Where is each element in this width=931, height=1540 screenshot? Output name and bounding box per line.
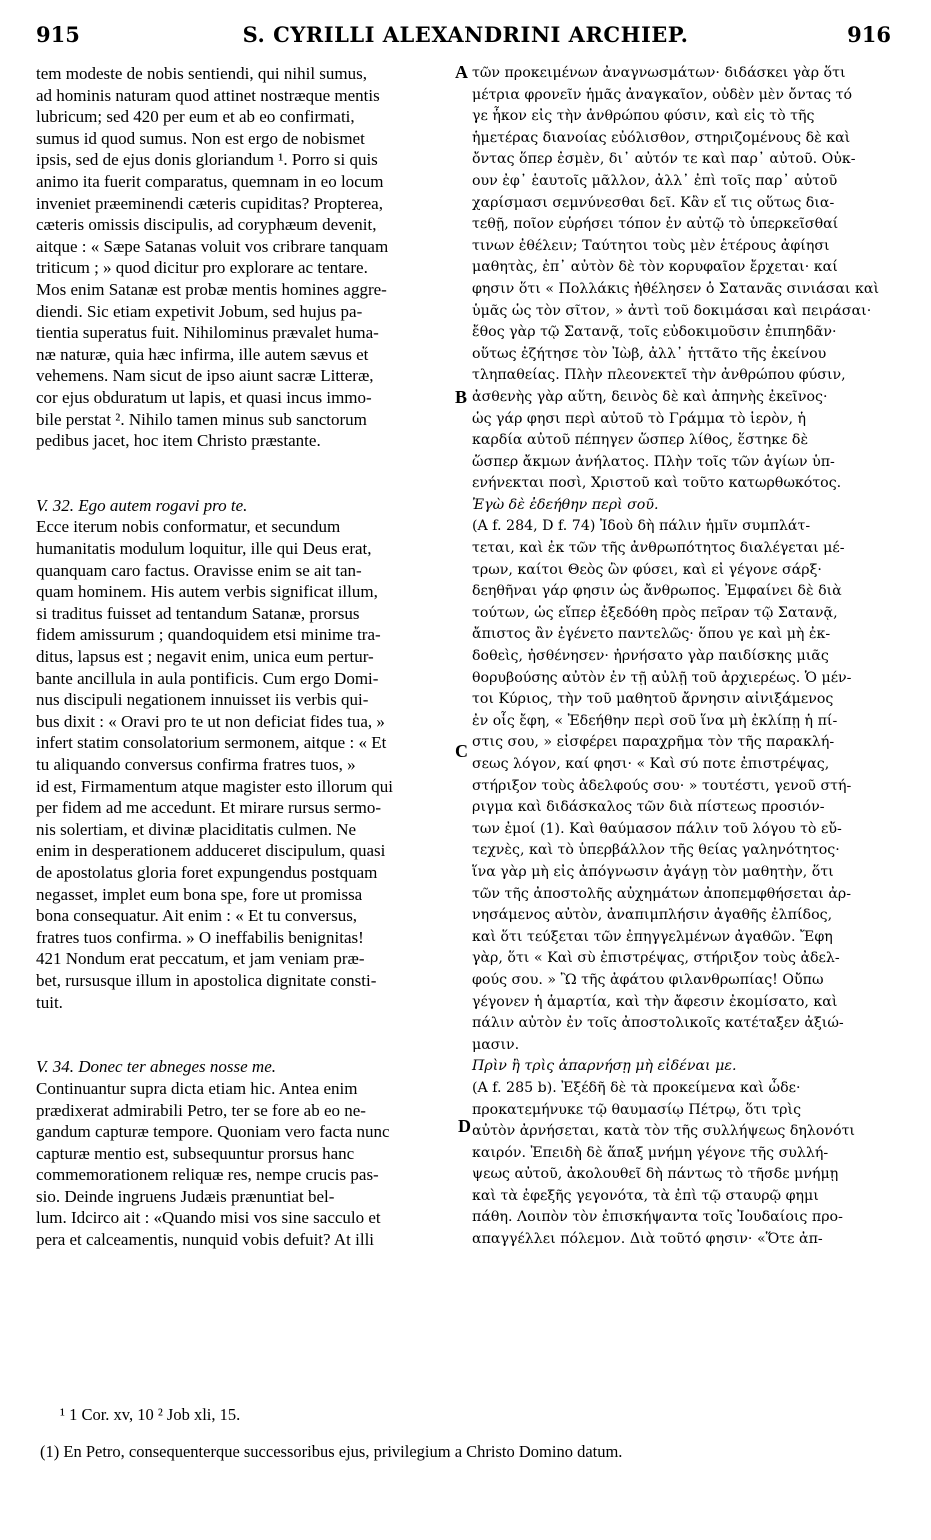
text-line: infert statim consolatorium sermonem, aitque : « Et [36,733,387,753]
text-line [36,1013,454,1035]
text-line: πάλιν αὐτὸν ἐν τοῖς ἀποστολικοῖς κατέταξεν ἀξιώ- [472,1015,844,1032]
text-line: animo ita fuerit comparatus, quemnam in eo locum [36,171,384,191]
text-line: bile perstat ². Nihilo tamen minus sub sanctorum [36,409,367,429]
text-line: τληπαθείας. Πλὴν πλεονεκτεῖ τὴν ἀνθρώπου φύσιν, [472,367,846,384]
text-line: καὶ ὅτι τεύξεται τῶν ἐπηγγελμένων ἀγαθῶν. Ἔφη [472,928,833,945]
text-line: τῶν τῆς ἀποστολῆς αὐχημάτων ἀποπεμφθήσεται ἀρ- [472,885,852,902]
text-line: μαθητὰς, ἐπ᾽ αὐτὸν δὲ τὸν κορυφαῖον ἔρχεται· καί [472,259,838,276]
text-line: ψεως αὐτοῦ, ἀκολουθεῖ δὴ πάντως τὸ τῆσδε μνήμῃ [472,1166,839,1183]
text-line: (A f. 285 b). Ἐξέδῆ δὲ τὰ προκείμενα καὶ ὧδε· [472,1079,801,1096]
text-line: tem modeste de nobis sentiendi, qui nihil sumus, [36,64,368,83]
text-line: tientia superatus fuit. Nihilominus prævalet huma- [36,323,379,343]
text-line: τεχνὲς, καὶ τὸ ὑπερβάλλον τῆς θείας γαληνότητος· [472,842,840,859]
text-line: δοθεὶς, ἠσθένησεν· ἠρνήσατο γὰρ παιδίσκης μιᾶς [472,648,829,665]
text-line: μέτρια φρονεῖν ἡμᾶς ἀναγκαῖον, οὐδὲν μὲν ὄντας τό [472,86,852,103]
text-line: tuit. [36,992,63,1012]
text-line: fidem amissurum ; quandoquidem etsi minime tra- [36,625,381,645]
text-line: θορυβούσης αὐτὸν ἐν τῇ αὐλῇ τοῦ ἀρχιερέως. Ὁ μέν- [472,669,852,686]
latin-column [36,63,454,1251]
text-line: nis solertiam, et divinæ placiditatis culmen. Ne [36,819,357,839]
text-line: næ naturæ, quia hæc infirma, ille autem sævus et [36,344,369,364]
text-line: ἡμετέρας διανοίας εὐόλισθον, στηριζομένους δὲ καὶ [472,129,851,146]
text-line: de apostolatus gloria foret expungendus postquam [36,862,378,882]
text-line: si traditus fuisset ad tentandum Satanæ, prorsus [36,603,360,623]
text-line: ἵνα γὰρ μὴ εἰς ἀπόγνωσιν ἀγάγῃ τὸν μαθητὴν, ὅτι [472,863,834,880]
text-line: V. 32. Ego autem rogavi pro te. [36,495,248,515]
text-line [36,473,454,495]
text-line: id est, Firmamentum atque magister esto illorum qui [36,776,393,796]
greek-column [472,63,890,1251]
text-line: τῶν προκειμένων ἀναγνωσμάτων· διδάσκει γὰρ ὅτι [472,65,846,81]
text-line: inveniet præeminendi cæteris cupiditas? Propterea, [36,193,383,213]
text-line: ἔθος γὰρ τῷ Σατανᾷ, τοῖς εὐδοκιμοῦσιν ἐπιπηδᾶν· [472,324,837,341]
editor-footnote: (1) En Petro, consequenterque successoribus ejus, privilegium a Christo Domino datum. [40,1442,623,1461]
text-line: cor ejus obduratum ut lapis, et quasi incus immo- [36,387,372,407]
text-line: quanquam caro factus. Oravisse enim se ait tan- [36,560,362,580]
running-title: S. CYRILLI ALEXANDRINI ARCHIEP. [242,22,689,47]
text-line: Continuantur supra dicta etiam hic. Antea enim [36,1078,358,1098]
text-line: pedibus jacet, hoc item Christo præstante. [36,431,321,451]
text-line: 421 Nondum erat peccatum, et jam veniam præ- [36,949,365,969]
text-line: ditus, lapsus est ; negavit enim, unica eum pertur- [36,647,374,667]
text-line: (A f. 284, D f. 74) Ἰδοὺ δὴ πάλιν ἡμῖν συμπλάτ- [472,518,811,535]
text-line: ριγμα καὶ διδάσκαλος τῶν διὰ πίστεως προσιόν- [472,799,825,816]
text-line: nus discipuli negationem innuisset iis verbis qui- [36,690,369,710]
text-line: ὑμᾶς ὡς τὸν σῖτον, » ἀντὶ τοῦ δοκιμάσαι καὶ πειράσαι· [472,302,872,319]
text-line: καιρόν. Ἐπειδὴ δὲ ἅπαξ μνήμη γέγονε τῆς συλλή- [472,1144,829,1161]
text-line: φούς σου. » Ὢ τῆς ἀφάτου φιλανθρωπίας! Οὔπω [472,971,824,988]
text-line: tu aliquando conversus confirma fratres tuos, » [36,755,356,774]
text-line: τούτων, ὡς εἴπερ ἐξεδόθη πρὸς πεῖραν τῷ Σατανᾷ, [472,604,838,621]
page-number-left: 915 [36,22,80,47]
text-line: τεται, καὶ ἐκ τῶν τῆς ἀνθρωπότητος διαλέγεται μέ- [472,540,845,557]
text-line: diendi. Sic etiam expetivit Jobum, sed hujus pa- [36,301,363,321]
text-line: προκατεμήνυκε τῷ θαυμασίῳ Πέτρῳ, ὅτι τρὶς [472,1101,802,1118]
text-line: humanitatis modulum loquitur, ille qui Deus erat, [36,539,372,559]
text-line: prædixerat admirabili Petro, ter se fore ab eo ne- [36,1100,366,1120]
text-line: vehemens. Nam sicut de ipso aiunt sacræ Litteræ, [36,366,374,386]
text-line: lum. Idcirco ait : «Quando misi vos sine sacculo et [36,1208,381,1228]
text-line: commemorationem reliquæ res, nempe crucis pas- [36,1165,379,1185]
text-line: στήριξον τοὺς ἀδελφούς σου· » τουτέστι, γενοῦ στή- [472,777,852,794]
text-line: δεηθῆναι γάρ φησιν ὡς ἄνθρωπος. Ἐμφαίνει δὲ διὰ [472,583,842,600]
text-line: Ἐγὼ δὲ ἐδεήθην περὶ σοῦ. [472,496,659,513]
text-line: τεθῇ, ποῖον εὑρήσει τόπον ἐν αὐτῷ τὸ ὑπερκεῖσθαί [472,216,839,233]
text-line: σεως λόγον, καί φησι· « Καὶ σύ ποτε ἐπιστρέψας, [472,756,830,772]
margin-letter-d: D [458,1116,471,1136]
text-line: enim in desperationem adduceret discipulum, quasi [36,841,386,861]
text-line [36,1035,454,1057]
text-line: οὕτως ἐζήτησε τὸν Ἰὼβ, ἀλλ᾽ ἡττᾶτο τῆς ἐκείνου [472,345,827,362]
scripture-footnotes: ¹ 1 Cor. xv, 10 ² Job xli, 15. [60,1405,241,1424]
text-line: καὶ τὰ ἐφεξῆς γεγονότα, τὰ ἐπὶ τῷ σταυρῷ φημι [472,1187,819,1204]
text-line [36,452,454,474]
text-line: χαρίσμασι σεμνύνεσθαι δεῖ. Κἂν εἴ τις οὕτως δια- [472,194,835,211]
text-line: sumus id quod sumus. Non est ergo de nobismet [36,128,365,148]
text-line: αὐτὸν ἀρνήσεται, κατὰ τὸν τῆς συλλήψεως δηλονότι [472,1123,855,1140]
text-line: Ecce iterum nobis conformatur, et secundum [36,517,341,537]
text-line: negasset, implet eum bona spe, fore ut promissa [36,884,363,904]
text-line: καρδία αὐτοῦ πέπηγεν ὥσπερ λίθος, ἕστηκε δὲ [472,432,809,449]
page-number-right: 916 [847,22,891,47]
text-line: ἄπιστος ἂν ἐγένετο παντελῶς· ὅπου γε καὶ μὴ ἐκ- [472,626,831,643]
text-line: ουν ἐφ᾽ ἑαυτοῖς μᾶλλον, ἀλλ᾽ ἐπὶ τοῖς παρ᾽ αὐτοῦ [472,172,838,189]
text-line: ἐν οἷς ἔφη, « Ἐδεήθην περὶ σοῦ ἵνα μὴ ἐκλίπῃ ἡ πί- [472,712,838,729]
text-line: ενήνεκται ποσὶ, Χριστοῦ καὶ τοῦτο κατωρθωκότος. [472,475,842,492]
text-line: γε ἧκον εἰς τὴν ἀνθρώπου φύσιν, καὶ εἰς τὸ τῆς [472,108,815,125]
text-line: bante ancillula in aula pontificis. Cum ergo Domi- [36,668,379,688]
text-line: πάθη. Λοιπὸν τὸν ἐπισκήψαντα τοῖς Ἰουδαίοις προ- [472,1209,843,1226]
text-line: quam hominem. His autem verbis significat illum, [36,582,378,602]
text-line: γέγονεν ἡ ἁμαρτία, καὶ τὴν ἄφεσιν ἐκομίσατο, καὶ [472,993,838,1010]
text-line: fratres tuos confirma. » O ineffabilis benignitas! [36,927,364,947]
text-line: pera et calceamentis, nunquid vobis defuit? At illi [36,1230,375,1250]
text-line: Πρὶν ἢ τρὶς ἀπαρνήσῃ μὴ εἰδέναι με. [472,1058,737,1075]
margin-letter-c: C [455,741,468,761]
text-line: sio. Deinde ingruens Judæis prænuntiat bel- [36,1186,335,1206]
text-line: ὄντας ὅπερ ἐσμὲν, δι᾽ αὐτόν τε καὶ παρ᾽ αὐτοῦ. Οὐκ- [472,151,856,168]
text-line: φησιν ὅτι « Πολλάκις ἠθέλησεν ὁ Σατανᾶς σινιάσαι καὶ [472,280,880,297]
text-line: τινων ἐθέλειν; Ταύτητοι τοὺς μὲν ἑτέρους ἀφίησι [472,237,830,254]
text-line: ὡς γάρ φησι περὶ αὐτοῦ τὸ Γράμμα τὸ ἱερὸν, ἡ [472,410,806,427]
text-line: στις σου, » εἰσφέρει παραχρῆμα τὸν τῆς παρακλή- [472,734,835,751]
text-line: lubricum; sed 420 per eum et ab eo confirmati, [36,107,355,127]
text-line: τρων, καίτοι Θεὸς ὢν φύσει, καὶ εἰ γέγονε σάρξ· [472,561,822,578]
text-line: μασιν. [472,1036,520,1053]
text-line: απαγγέλλει πόλεμον. Διὰ τοῦτό φησιν· «Ὅτε ἀπ- [472,1231,823,1248]
text-line: bus dixit : « Oravi pro te ut non deficiat fides tua, » [36,711,385,731]
text-line: γὰρ, ὅτι « Καὶ σὺ ἐπιστρέψας, στήριξον τοὺς ἀδελ- [472,950,840,967]
text-line: bona consequatur. Ait enim : « Et tu conversus, [36,906,358,926]
text-line: ἀσθενὴς γὰρ αὕτη, δεινὸς δὲ καὶ ἀπηνὴς ἐκεῖνος· [472,388,828,405]
text-line: Mos enim Satanæ est probæ mentis homines aggre- [36,279,387,299]
text-line: ipsis, sed de ejus donis gloriandum ¹. Porro si quis [36,150,378,170]
margin-letter-a: A [455,62,468,82]
text-line: νησάμενος αὐτὸν, ἀναπιμπλήσιν ἀγαθῆς ἐλπίδος, [472,907,833,924]
text-line: V. 34. Donec ter abneges nosse me. [36,1057,277,1077]
text-line: capturæ mentio est, subsequuntur prorsus hanc [36,1143,355,1163]
text-line: triticum ; » quod dicitur pro explorare ac tentare. [36,258,368,278]
text-line: τοι Κύριος, τὴν τοῦ μαθητοῦ ἄρνησιν αἰνιξάμενος [472,691,834,708]
text-line: ὥσπερ ἄκμων ἀνήλατος. Πλὴν τοῖς τῶν ἁγίων ὑπ- [472,453,835,470]
text-line: gandum capturæ tempore. Quoniam vero facta nunc [36,1122,390,1142]
margin-letter-b: B [455,387,468,407]
text-line: ad hominis naturam quod attinet nostræque mentis [36,85,380,105]
text-line: των ἐμοί (1). Καὶ θαύμασον πάλιν τοῦ λόγου τὸ εὔ- [472,820,842,837]
text-line: per fidem ad me accedunt. Et mirare rursus sermo- [36,798,382,818]
text-line: cæteris omissis discipulis, ad coryphæum devenit, [36,215,377,235]
text-line: aitque : « Sæpe Satanas voluit vos cribrare tanquam [36,236,389,256]
text-line: bet, rursusque illum in apostolica dignitate consti- [36,970,377,990]
